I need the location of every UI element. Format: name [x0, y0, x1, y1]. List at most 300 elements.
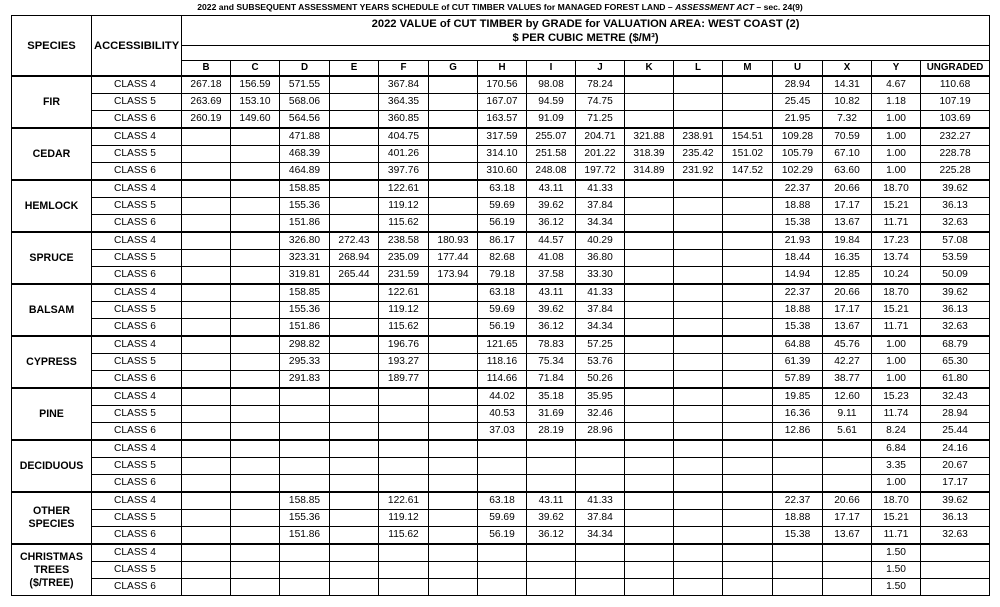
value-cell-u: 22.37 [773, 180, 823, 198]
value-cell-h [478, 579, 527, 596]
value-cell-d: 464.89 [280, 163, 330, 181]
value-cell-k [625, 388, 674, 406]
value-cell-l [674, 250, 723, 267]
value-cell-u: 109.28 [773, 128, 823, 146]
value-cell-y: 1.50 [872, 579, 921, 596]
value-cell-u: 105.79 [773, 146, 823, 163]
value-cell-x [823, 544, 872, 562]
value-cell-y: 1.00 [872, 336, 921, 354]
value-cell-c [231, 163, 280, 181]
value-cell-y: 1.00 [872, 475, 921, 493]
value-cell-u [773, 458, 823, 475]
accessibility-class: CLASS 6 [92, 111, 182, 129]
value-cell-e [330, 180, 379, 198]
value-cell-j: 34.34 [576, 527, 625, 545]
value-cell-x: 13.67 [823, 319, 872, 337]
value-cell-x: 17.17 [823, 198, 872, 215]
value-cell-e [330, 579, 379, 596]
value-cell-j: 34.34 [576, 215, 625, 233]
value-cell-c: 156.59 [231, 76, 280, 94]
table-row [12, 544, 990, 562]
value-cell-j: 53.76 [576, 354, 625, 371]
value-cell-ungraded: 39.62 [921, 180, 990, 198]
value-cell-u: 64.88 [773, 336, 823, 354]
value-cell-u: 15.38 [773, 215, 823, 233]
value-cell-b: 260.19 [182, 111, 231, 129]
value-cell-x: 12.60 [823, 388, 872, 406]
value-cell-e [330, 458, 379, 475]
value-cell-x: 38.77 [823, 371, 872, 389]
value-cell-m [723, 94, 773, 111]
value-cell-y: 1.00 [872, 128, 921, 146]
value-cell-i: 37.58 [527, 267, 576, 285]
value-cell-x [823, 440, 872, 458]
accessibility-class: CLASS 6 [92, 475, 182, 493]
value-cell-g [429, 475, 478, 493]
table-row [12, 579, 990, 596]
value-cell-ungraded: 36.13 [921, 510, 990, 527]
value-cell-m [723, 440, 773, 458]
grade-header-i: I [527, 61, 576, 77]
value-cell-k [625, 579, 674, 596]
value-cell-m [723, 423, 773, 441]
value-cell-e [330, 440, 379, 458]
value-cell-l: 235.42 [674, 146, 723, 163]
value-cell-f [379, 544, 429, 562]
value-cell-j: 50.26 [576, 371, 625, 389]
accessibility-class: CLASS 4 [92, 544, 182, 562]
value-cell-h: 40.53 [478, 406, 527, 423]
value-cell-d: 323.31 [280, 250, 330, 267]
value-cell-g [429, 128, 478, 146]
value-cell-i: 36.12 [527, 319, 576, 337]
value-cell-d: 151.86 [280, 527, 330, 545]
value-cell-m [723, 579, 773, 596]
value-cell-y: 6.84 [872, 440, 921, 458]
value-cell-l [674, 232, 723, 250]
value-cell-y: 17.23 [872, 232, 921, 250]
value-cell-i: 91.09 [527, 111, 576, 129]
value-cell-b [182, 510, 231, 527]
value-cell-u: 18.44 [773, 250, 823, 267]
value-cell-j: 37.84 [576, 302, 625, 319]
value-cell-m [723, 267, 773, 285]
table-row [12, 302, 990, 319]
value-cell-u: 12.86 [773, 423, 823, 441]
value-cell-m [723, 232, 773, 250]
value-cell-c [231, 562, 280, 579]
table-row [12, 406, 990, 423]
table-row [12, 111, 990, 129]
value-cell-k [625, 527, 674, 545]
accessibility-class: CLASS 6 [92, 527, 182, 545]
value-cell-m [723, 458, 773, 475]
value-cell-x: 14.31 [823, 76, 872, 94]
value-cell-c [231, 250, 280, 267]
value-cell-l [674, 510, 723, 527]
value-cell-i [527, 562, 576, 579]
value-cell-d [280, 562, 330, 579]
table-title-line1: 2022 VALUE of CUT TIMBER by GRADE for VALUATION AREA: WEST COAST (2) [371, 17, 800, 30]
accessibility-header: ACCESSIBILITY [92, 16, 182, 77]
value-cell-k [625, 458, 674, 475]
value-cell-m [723, 250, 773, 267]
value-cell-i: 251.58 [527, 146, 576, 163]
value-cell-d: 155.36 [280, 510, 330, 527]
value-cell-j [576, 440, 625, 458]
value-cell-i: 41.08 [527, 250, 576, 267]
value-cell-h: 59.69 [478, 198, 527, 215]
value-cell-i: 43.11 [527, 284, 576, 302]
value-cell-u: 19.85 [773, 388, 823, 406]
document-title [0, 0, 1000, 14]
value-cell-ungraded: 32.63 [921, 527, 990, 545]
value-cell-i: 28.19 [527, 423, 576, 441]
value-cell-x: 19.84 [823, 232, 872, 250]
value-cell-ungraded: 232.27 [921, 128, 990, 146]
accessibility-class: CLASS 6 [92, 163, 182, 181]
value-cell-k [625, 267, 674, 285]
table-row [12, 76, 990, 94]
value-cell-j: 41.33 [576, 180, 625, 198]
accessibility-class: CLASS 4 [92, 336, 182, 354]
value-cell-ungraded: 103.69 [921, 111, 990, 129]
value-cell-c [231, 492, 280, 510]
value-cell-g [429, 111, 478, 129]
value-cell-x [823, 579, 872, 596]
value-cell-u: 21.95 [773, 111, 823, 129]
value-cell-e [330, 215, 379, 233]
value-cell-x: 67.10 [823, 146, 872, 163]
table-row [12, 423, 990, 441]
value-cell-g [429, 579, 478, 596]
table-row [12, 492, 990, 510]
value-cell-h [478, 440, 527, 458]
table-row [12, 232, 990, 250]
value-cell-x: 5.61 [823, 423, 872, 441]
value-cell-k [625, 492, 674, 510]
accessibility-class: CLASS 4 [92, 232, 182, 250]
value-cell-f [379, 406, 429, 423]
value-cell-x: 42.27 [823, 354, 872, 371]
table-title-spacer [182, 46, 990, 61]
value-cell-y: 18.70 [872, 284, 921, 302]
value-cell-j: 35.95 [576, 388, 625, 406]
value-cell-y: 15.23 [872, 388, 921, 406]
value-cell-m [723, 388, 773, 406]
value-cell-c [231, 388, 280, 406]
value-cell-g [429, 440, 478, 458]
accessibility-class: CLASS 5 [92, 562, 182, 579]
value-cell-k [625, 94, 674, 111]
accessibility-class: CLASS 5 [92, 510, 182, 527]
value-cell-c [231, 527, 280, 545]
table-row [12, 319, 990, 337]
value-cell-y: 18.70 [872, 180, 921, 198]
table-row [12, 250, 990, 267]
value-cell-m [723, 215, 773, 233]
value-cell-y: 1.00 [872, 111, 921, 129]
value-cell-b [182, 423, 231, 441]
value-cell-b [182, 198, 231, 215]
accessibility-class: CLASS 6 [92, 579, 182, 596]
value-cell-d [280, 544, 330, 562]
value-cell-m: 151.02 [723, 146, 773, 163]
value-cell-l [674, 458, 723, 475]
value-cell-d: 568.06 [280, 94, 330, 111]
grade-header-e: E [330, 61, 379, 77]
table-row [12, 336, 990, 354]
grade-header-x: X [823, 61, 872, 77]
table-row [12, 267, 990, 285]
value-cell-f: 115.62 [379, 527, 429, 545]
value-cell-f: 404.75 [379, 128, 429, 146]
accessibility-class: CLASS 5 [92, 250, 182, 267]
value-cell-ungraded: 225.28 [921, 163, 990, 181]
value-cell-y: 1.00 [872, 146, 921, 163]
value-cell-ungraded: 57.08 [921, 232, 990, 250]
value-cell-m [723, 562, 773, 579]
value-cell-j: 78.24 [576, 76, 625, 94]
value-cell-i [527, 458, 576, 475]
value-cell-m [723, 302, 773, 319]
value-cell-d: 295.33 [280, 354, 330, 371]
value-cell-l [674, 336, 723, 354]
title-main: 2022 and SUBSEQUENT ASSESSMENT YEARS SCHEDULE of CUT TIMBER VALUES for MANAGED FOREST LAND – [197, 2, 676, 12]
value-cell-k [625, 544, 674, 562]
table-title-line2: $ PER CUBIC METRE ($/M³) [512, 31, 659, 44]
value-cell-e [330, 371, 379, 389]
value-cell-d: 468.39 [280, 146, 330, 163]
value-cell-b [182, 215, 231, 233]
value-cell-y: 8.24 [872, 423, 921, 441]
value-cell-e [330, 562, 379, 579]
value-cell-ungraded [921, 579, 990, 596]
value-cell-k [625, 180, 674, 198]
value-cell-x [823, 562, 872, 579]
accessibility-class: CLASS 6 [92, 319, 182, 337]
value-cell-i: 31.69 [527, 406, 576, 423]
value-cell-h: 167.07 [478, 94, 527, 111]
value-cell-x: 17.17 [823, 302, 872, 319]
value-cell-c [231, 215, 280, 233]
value-cell-h [478, 458, 527, 475]
grade-header-d: D [280, 61, 330, 77]
value-cell-h: 63.18 [478, 180, 527, 198]
value-cell-i: 248.08 [527, 163, 576, 181]
value-cell-k [625, 319, 674, 337]
value-cell-l [674, 388, 723, 406]
value-cell-c [231, 128, 280, 146]
value-cell-f [379, 423, 429, 441]
value-cell-g [429, 510, 478, 527]
value-cell-y: 1.00 [872, 354, 921, 371]
value-cell-g: 177.44 [429, 250, 478, 267]
value-cell-ungraded: 32.63 [921, 319, 990, 337]
value-cell-e [330, 94, 379, 111]
value-cell-e [330, 319, 379, 337]
grade-header-b: B [182, 61, 231, 77]
table-row [12, 527, 990, 545]
value-cell-m [723, 371, 773, 389]
value-cell-k [625, 423, 674, 441]
value-cell-e [330, 146, 379, 163]
value-cell-l [674, 406, 723, 423]
value-cell-g [429, 336, 478, 354]
value-cell-ungraded: 65.30 [921, 354, 990, 371]
value-cell-m [723, 527, 773, 545]
value-cell-u [773, 579, 823, 596]
value-cell-i: 36.12 [527, 527, 576, 545]
value-cell-c [231, 406, 280, 423]
value-cell-e [330, 128, 379, 146]
value-cell-c [231, 319, 280, 337]
value-cell-d: 151.86 [280, 319, 330, 337]
value-cell-c [231, 302, 280, 319]
species-pine: PINE [12, 388, 92, 440]
value-cell-i: 36.12 [527, 215, 576, 233]
value-cell-u [773, 440, 823, 458]
value-cell-g [429, 371, 478, 389]
value-cell-f [379, 440, 429, 458]
value-cell-k [625, 215, 674, 233]
value-cell-l [674, 440, 723, 458]
accessibility-class: CLASS 4 [92, 492, 182, 510]
value-cell-k [625, 76, 674, 94]
value-cell-ungraded: 39.62 [921, 284, 990, 302]
value-cell-i: 78.83 [527, 336, 576, 354]
species-other-species: OTHER SPECIES [12, 492, 92, 544]
value-cell-b: 263.69 [182, 94, 231, 111]
value-cell-m [723, 198, 773, 215]
accessibility-class: CLASS 4 [92, 388, 182, 406]
value-cell-y: 15.21 [872, 302, 921, 319]
value-cell-h: 163.57 [478, 111, 527, 129]
value-cell-g [429, 215, 478, 233]
value-cell-j [576, 458, 625, 475]
table-row [12, 128, 990, 146]
value-cell-d: 158.85 [280, 284, 330, 302]
value-cell-ungraded: 36.13 [921, 302, 990, 319]
value-cell-x: 13.67 [823, 215, 872, 233]
value-cell-y: 1.00 [872, 371, 921, 389]
value-cell-ungraded: 32.43 [921, 388, 990, 406]
value-cell-u [773, 475, 823, 493]
value-cell-k [625, 250, 674, 267]
value-cell-d: 155.36 [280, 302, 330, 319]
grade-header-c: C [231, 61, 280, 77]
value-cell-b [182, 527, 231, 545]
value-cell-b: 267.18 [182, 76, 231, 94]
value-cell-j: 41.33 [576, 284, 625, 302]
value-cell-m [723, 510, 773, 527]
value-cell-f: 189.77 [379, 371, 429, 389]
value-cell-f [379, 579, 429, 596]
title-act: ASSESSMENT ACT [675, 2, 755, 12]
value-cell-d [280, 579, 330, 596]
value-cell-c [231, 475, 280, 493]
value-cell-c [231, 267, 280, 285]
value-cell-b [182, 146, 231, 163]
grade-header-h: H [478, 61, 527, 77]
timber-values-table [11, 15, 990, 596]
value-cell-d [280, 440, 330, 458]
value-cell-y: 1.50 [872, 544, 921, 562]
value-cell-y: 1.00 [872, 163, 921, 181]
value-cell-g: 173.94 [429, 267, 478, 285]
value-cell-l [674, 371, 723, 389]
value-cell-d: 571.55 [280, 76, 330, 94]
value-cell-x: 10.82 [823, 94, 872, 111]
value-cell-h: 63.18 [478, 284, 527, 302]
value-cell-i [527, 579, 576, 596]
value-cell-u: 22.37 [773, 492, 823, 510]
value-cell-g: 180.93 [429, 232, 478, 250]
value-cell-ungraded: 228.78 [921, 146, 990, 163]
value-cell-g [429, 146, 478, 163]
value-cell-j: 201.22 [576, 146, 625, 163]
value-cell-ungraded: 25.44 [921, 423, 990, 441]
value-cell-e [330, 111, 379, 129]
value-cell-e [330, 336, 379, 354]
grade-header-u: U [773, 61, 823, 77]
value-cell-g [429, 284, 478, 302]
value-cell-x: 7.32 [823, 111, 872, 129]
accessibility-class: CLASS 5 [92, 198, 182, 215]
accessibility-class: CLASS 5 [92, 94, 182, 111]
value-cell-f: 360.85 [379, 111, 429, 129]
value-cell-l [674, 111, 723, 129]
value-cell-f [379, 388, 429, 406]
value-cell-k [625, 111, 674, 129]
value-cell-c [231, 544, 280, 562]
value-cell-ungraded: 17.17 [921, 475, 990, 493]
value-cell-x: 20.66 [823, 180, 872, 198]
value-cell-g [429, 388, 478, 406]
value-cell-m [723, 180, 773, 198]
value-cell-x: 70.59 [823, 128, 872, 146]
species-hemlock: HEMLOCK [12, 180, 92, 232]
value-cell-e: 268.94 [330, 250, 379, 267]
table-title [182, 16, 990, 46]
grade-header-y: Y [872, 61, 921, 77]
value-cell-ungraded: 68.79 [921, 336, 990, 354]
value-cell-u: 61.39 [773, 354, 823, 371]
value-cell-d: 471.88 [280, 128, 330, 146]
value-cell-l [674, 423, 723, 441]
value-cell-f [379, 475, 429, 493]
value-cell-m [723, 76, 773, 94]
value-cell-y: 1.50 [872, 562, 921, 579]
value-cell-m [723, 354, 773, 371]
value-cell-e [330, 388, 379, 406]
grade-header-k: K [625, 61, 674, 77]
value-cell-c [231, 232, 280, 250]
value-cell-b [182, 250, 231, 267]
value-cell-ungraded: 28.94 [921, 406, 990, 423]
value-cell-l [674, 475, 723, 493]
value-cell-l [674, 579, 723, 596]
value-cell-d: 158.85 [280, 492, 330, 510]
value-cell-k [625, 475, 674, 493]
value-cell-y: 4.67 [872, 76, 921, 94]
value-cell-ungraded: 61.80 [921, 371, 990, 389]
accessibility-class: CLASS 6 [92, 267, 182, 285]
value-cell-h: 118.16 [478, 354, 527, 371]
accessibility-class: CLASS 6 [92, 423, 182, 441]
value-cell-g [429, 458, 478, 475]
value-cell-e [330, 354, 379, 371]
